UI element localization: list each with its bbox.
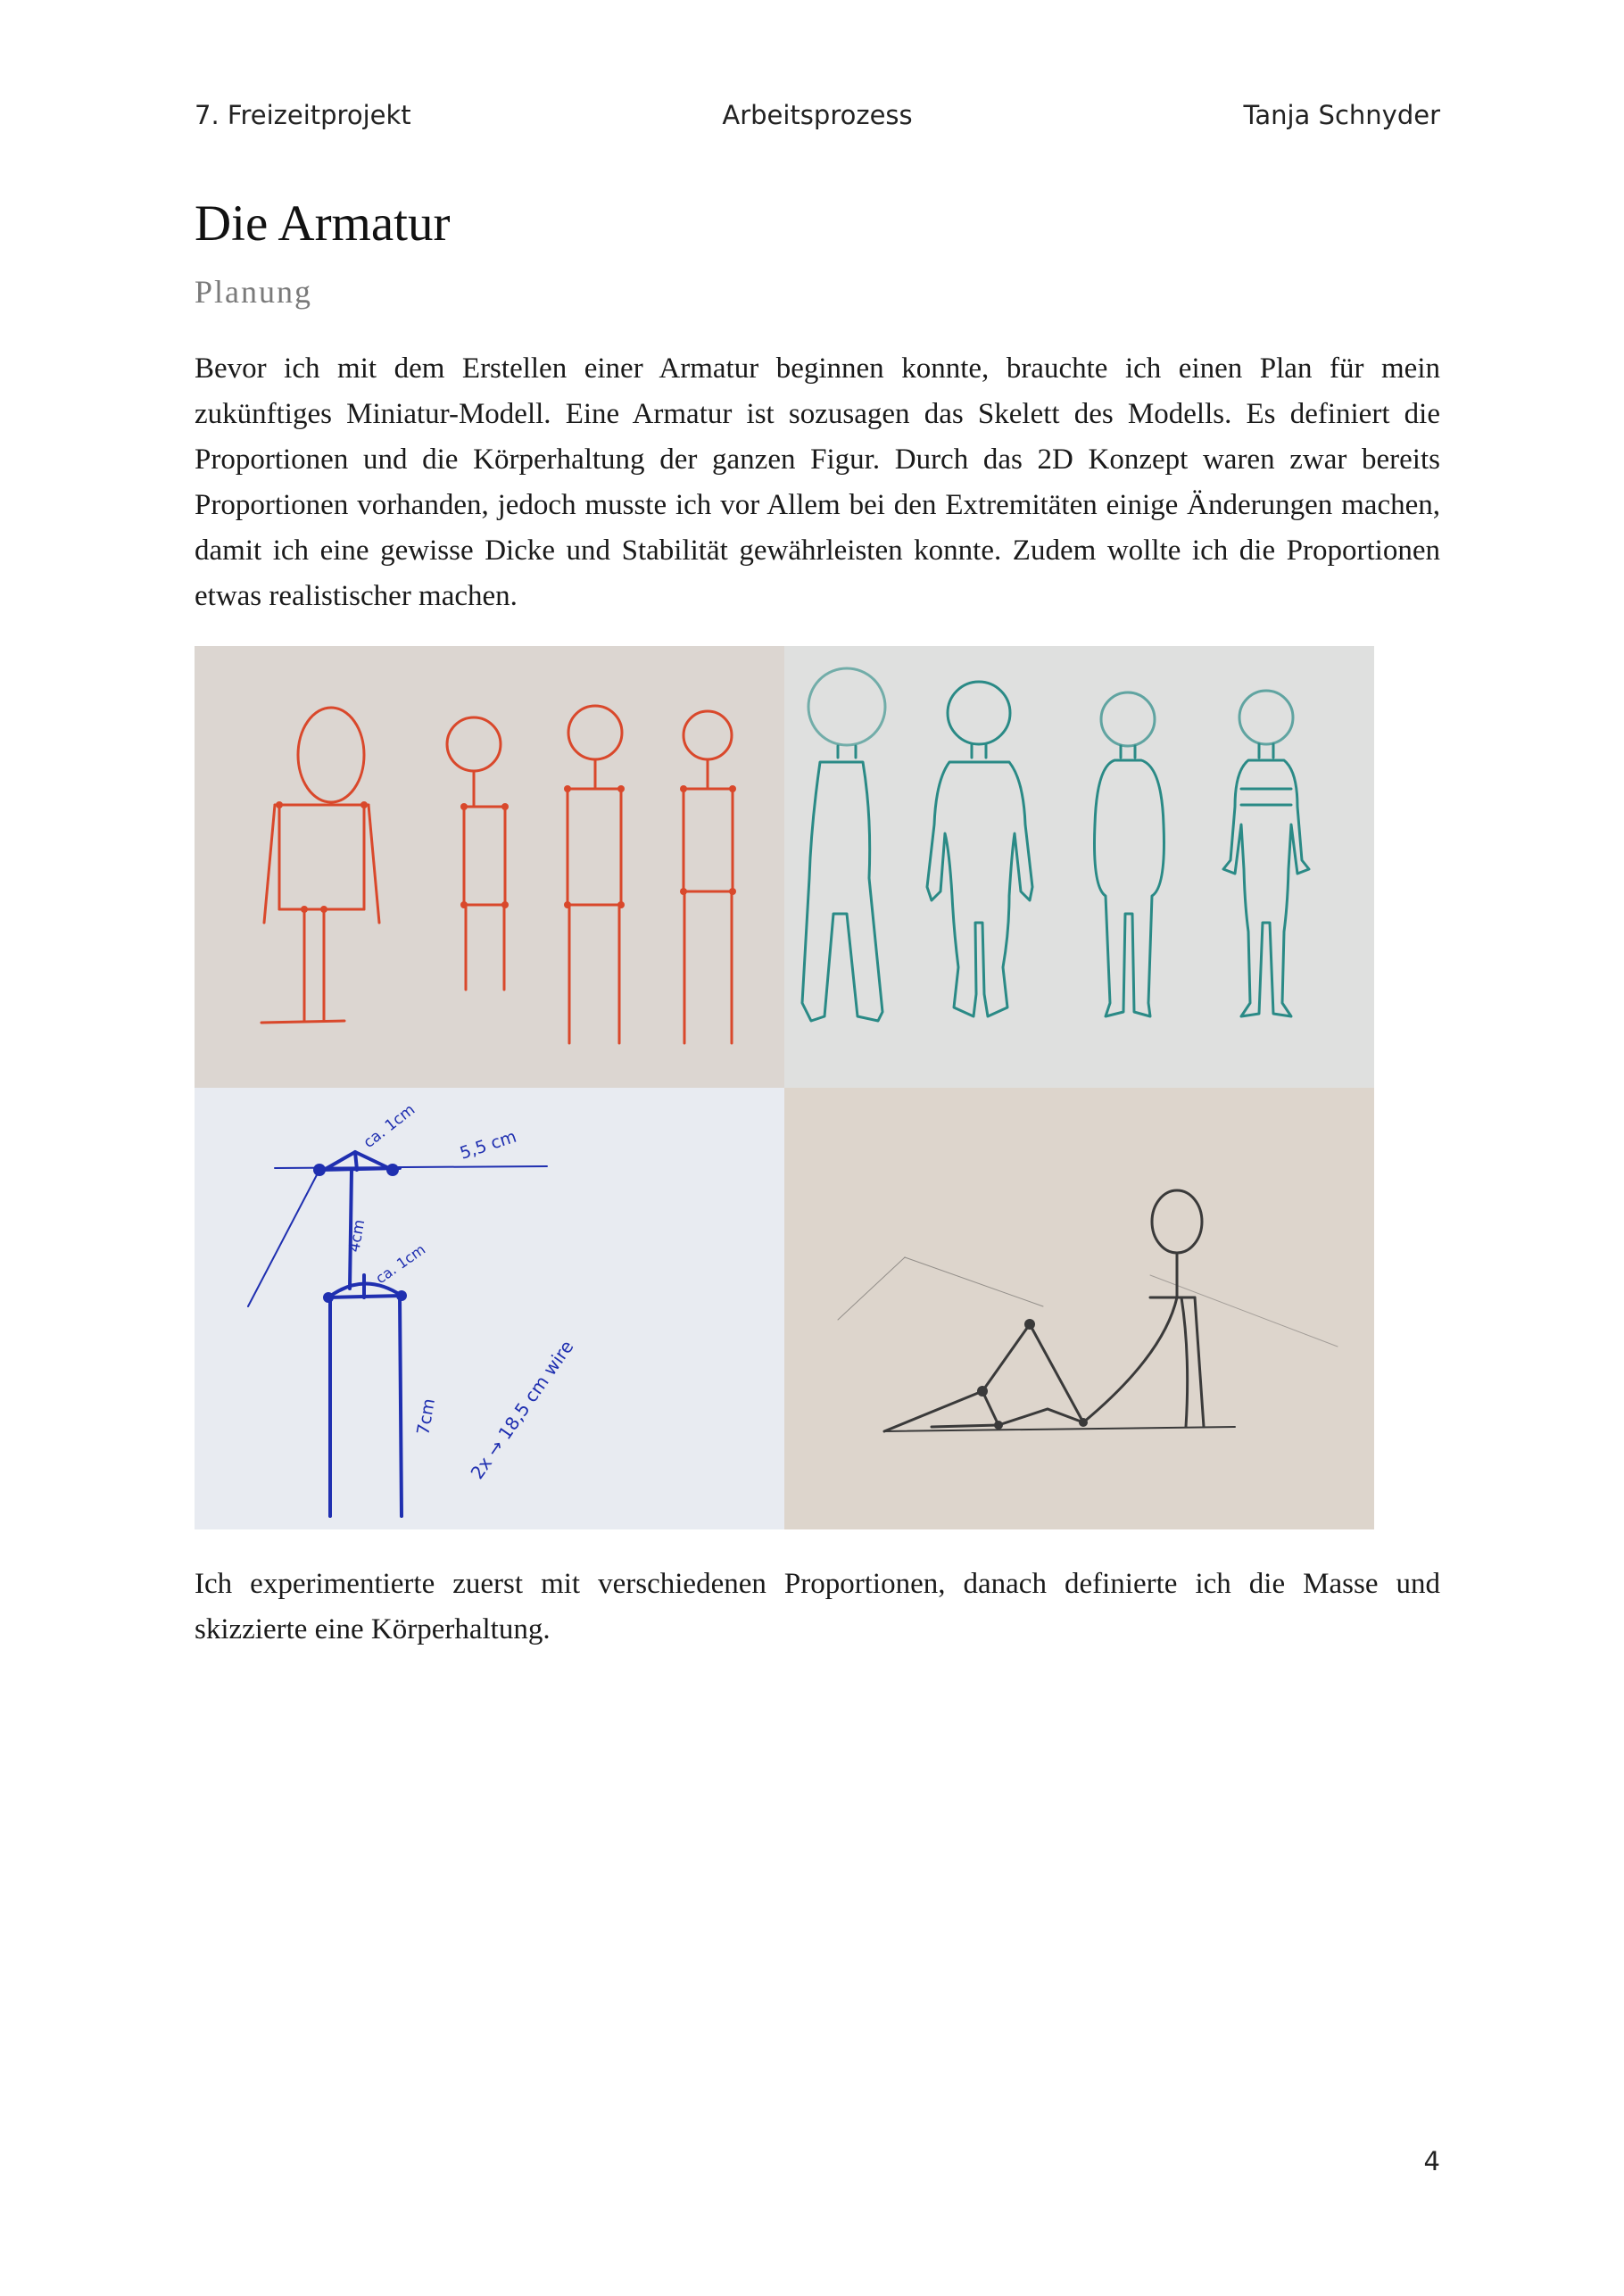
annotation-wire: 2x → 18,5 cm wire [466, 1336, 578, 1483]
page-number: 4 [1423, 2146, 1440, 2176]
annotation-leg: 7cm [413, 1397, 440, 1437]
sketch-blue-measurements [195, 1088, 784, 1529]
section-subtitle: Planung [195, 274, 313, 310]
header-project: 7. Freizeitprojekt [195, 100, 411, 130]
annotation-arm: 5,5 cm [457, 1126, 519, 1164]
sketch-teal-body-outlines [784, 646, 1374, 1088]
sketch-pencil-pose [784, 1088, 1374, 1529]
blue-armature-measurements-illustration [195, 1088, 784, 1529]
page-title: Die Armatur [195, 195, 451, 252]
intro-paragraph: Bevor ich mit dem Erstellen einer Armatur beginnen konnte, brauchte ich einen Plan für mein zukünftiges Miniatur-Modell. Eine Armatur ist sozusagen das Skelett des Modells. Es definiert die Proportionen und die Körperhaltung der ganzen Figur. Durch das 2D Konzept waren zwar bereits Proportionen vorhanden, jedoch musste ich vor Allem bei den Extremitäten einige Änderungen machen, damit ich eine gewisse Dicke und Stabilität gewährleisten konnte. Zudem wollte ich die Proportionen etwas realistischer machen. [195, 352, 1440, 612]
annotation-shoulder: ca. 1cm [360, 1100, 419, 1152]
page-header [195, 100, 1440, 136]
annotation-neck: 4cm [345, 1218, 369, 1254]
sketch-figure-grid [195, 646, 1374, 1529]
reclining-pose-illustration [784, 1088, 1374, 1529]
sketch-red-proportions [195, 646, 784, 1088]
figure-caption-paragraph: Ich experimentierte zuerst mit verschiedenen Proportionen, danach definierte ich die Masse und skizzierte eine Körperhaltung. [195, 1568, 1440, 1645]
annotation-hip: ca. 1cm [372, 1240, 429, 1288]
teal-body-outlines-illustration [784, 646, 1374, 1088]
header-author: Tanja Schnyder [1243, 100, 1440, 130]
red-stick-figures-illustration [195, 646, 784, 1088]
header-section: Arbeitsprozess [722, 100, 913, 130]
